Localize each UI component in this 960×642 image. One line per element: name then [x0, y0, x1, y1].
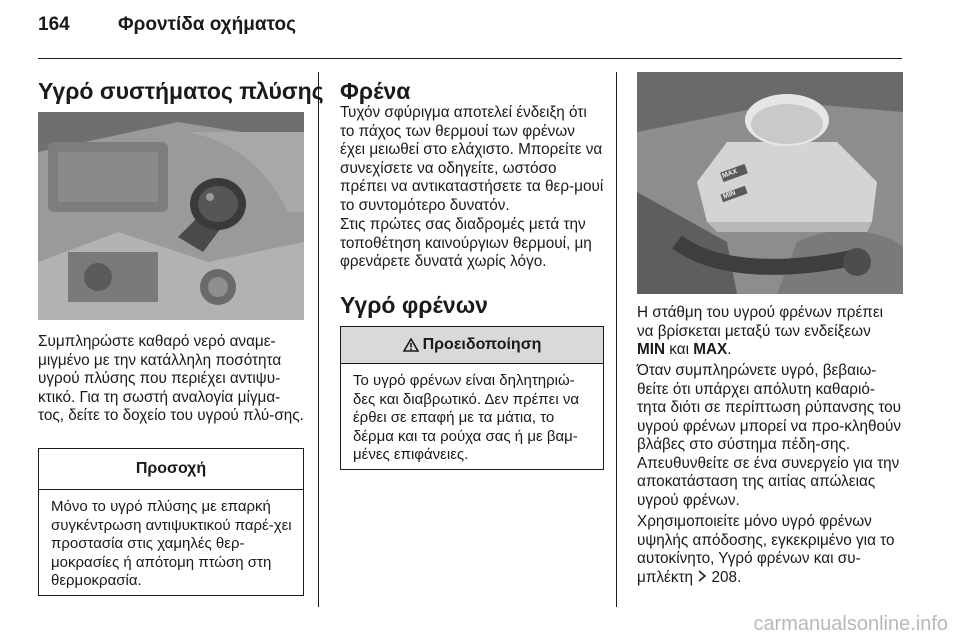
min-marker: MIN [637, 341, 666, 358]
warning-text: Το υγρό φρένων είναι δηλητηριώ-δες και διαβρωτικό. Δεν πρέπει να έρθει σε επαφή με τα μάτια, το δέρμα και τα ρούχα σας ή με βαμ-μένες επιφάνειες. [353, 372, 580, 463]
warning-title: Προειδοποίηση [422, 336, 542, 353]
warning-header [341, 327, 603, 364]
warning-triangle-icon [403, 338, 419, 352]
watermark: carmanualsonline.info [753, 613, 948, 635]
column-divider-1 [318, 72, 319, 607]
washer-reservoir-illustration [38, 112, 304, 320]
min-mark-label: MIN [722, 189, 737, 201]
brakes-heading: Φρένα [340, 78, 411, 104]
page-reference-arrow-icon [697, 570, 707, 582]
level-text-and: και [669, 341, 690, 358]
washer-reservoir-photo [38, 112, 304, 320]
brakes-paragraph-2: Στις πρώτες σας διαδρομές μετά την τοποθέτηση καινούργιων θερμουί, μη φρενάρετε δυνατά χωρίς λόγο. [340, 216, 592, 270]
max-mark-label: MAX [721, 168, 739, 180]
level-text-end: . [727, 341, 732, 358]
page-reference[interactable]: 208. [711, 568, 742, 586]
caution-text: Μόνο το υγρό πλύσης με επαρκή συγκέντρωση αντιψυκτικού παρέ-χει προστασία στις χαμηλές θερ-μοκρασίες ή απότομη πτώση στη θερμοκρασία. [51, 498, 292, 589]
chapter-title: Φροντίδα οχήματος [118, 14, 296, 35]
fluid-spec-body: Χρησιμοποιείτε μόνο υγρό φρένων υψηλής απόδοσης, εγκεκριμένο για το αυτοκίνητο, Υγρό φρένων και συ-μπλέκτη [637, 513, 895, 586]
page-number: 164 [38, 14, 70, 35]
brake-fluid-heading: Υγρό φρένων [340, 292, 488, 318]
caution-box [38, 448, 304, 596]
header-rule [38, 58, 902, 59]
brakes-paragraph-1: Τυχόν σφύριγμα αποτελεί ένδειξη ότι το πάχος των θερμουί των φρένων έχει μειωθεί στο ελάχιστο. Μπορείτε να συνεχίσετε να οδηγείτε, ωστόσο πρέπει να αντικαταστήσετε τα θερ-μουί το συντομότερο δυνατόν. [340, 104, 604, 214]
topping-up-text: Όταν συμπληρώνετε υγρό, βεβαιω-θείτε ότι υπάρχει απόλυτη καθαριό-τητα διότι σε περίπτωση ρύπανσης του υγρού φρένων μπορεί να προ-κληθούν βλάβες στο σύστημα πέδη-σης. Απευθυνθείτε σε ένα συνεργείο για την αποκατάσταση της αιτίας απώλειας υγρού φρένων. [637, 362, 902, 509]
fluid-spec-text [637, 513, 903, 587]
washer-fluid-heading: Υγρό συστήματος πλύσης [38, 78, 324, 104]
column-divider-2 [616, 72, 617, 607]
brake-reservoir-illustration [637, 72, 903, 294]
caution-title: Προσοχή [39, 449, 303, 490]
brake-reservoir-photo [637, 72, 903, 294]
washer-fluid-text: Συμπληρώστε καθαρό νερό αναμε-μιγμένο με την κατάλληλη ποσότητα υγρού πλύσης που περιέχει αντιψυ-κτικό. Για τη σωστή αναλογία μίγμα-τος, δείτε το δοχείο του υγρού πλύ-σης. [38, 333, 304, 424]
warning-box [340, 326, 604, 470]
level-text-intro: Η στάθμη του υγρού φρένων πρέπει να βρίσκεται μεταξύ των ενδείξεων [637, 304, 884, 340]
max-marker: MAX [693, 341, 728, 358]
brake-fluid-level-text [637, 304, 903, 360]
